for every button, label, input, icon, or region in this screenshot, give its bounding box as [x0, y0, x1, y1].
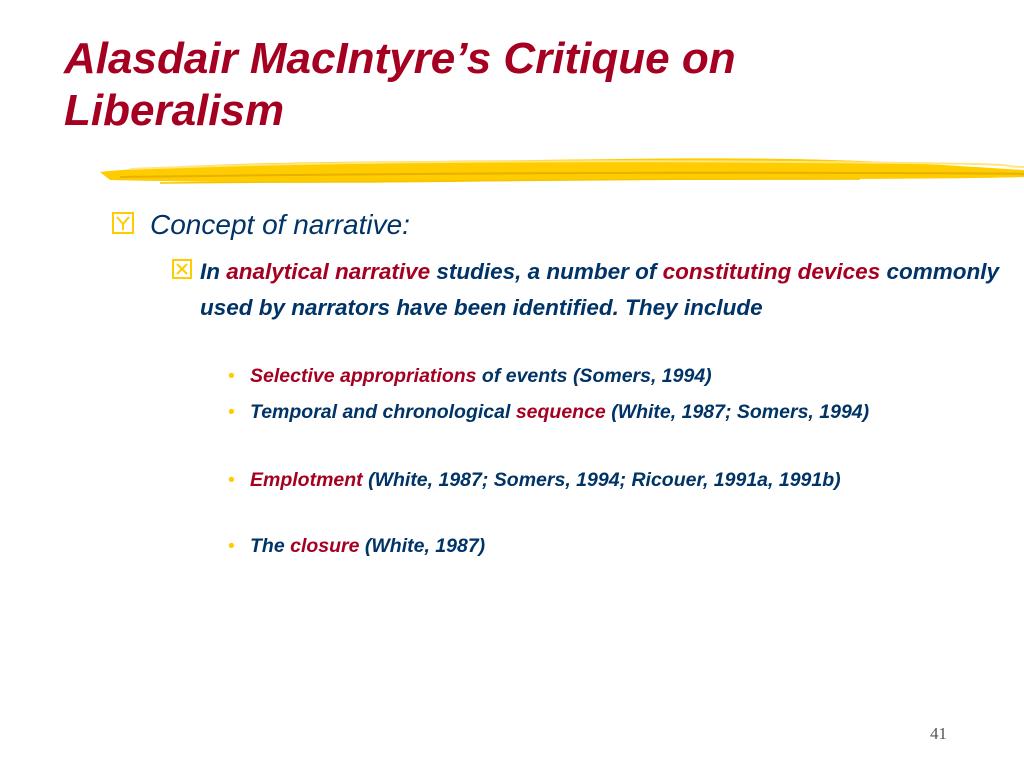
bullet-dot: • [228, 535, 235, 557]
level-2-text-a: In [200, 259, 227, 284]
bullet-level-1 [112, 208, 992, 242]
bullet-item [228, 530, 998, 562]
level-2-highlight-1: analytical narrative [226, 259, 431, 284]
checkbox-y-icon [112, 212, 134, 234]
bullet-item [228, 360, 998, 392]
bullet-4-text-b: (White, 1987) [359, 535, 486, 557]
level-2-highlight-2: constituting devices [662, 259, 881, 284]
bullet-4-text-a: The [250, 535, 291, 557]
slide-title [64, 33, 964, 137]
level-2-text-b: studies, a number of [430, 259, 663, 284]
bullet-1-highlight: Selective appropriations [250, 365, 477, 387]
bullet-dot: • [228, 365, 235, 387]
bullet-4-highlight: closure [290, 535, 360, 557]
bullet-dot: • [228, 401, 235, 423]
bullet-2-text-a: Temporal and chronological [250, 401, 516, 423]
page-number: 41 [930, 724, 947, 743]
bullet-item [228, 464, 998, 496]
bullet-3-highlight: Emplotment [250, 469, 363, 491]
checkbox-x-icon [172, 259, 192, 279]
bullet-1-text: of events (Somers, 1994) [476, 365, 712, 387]
bullet-level-2 [172, 254, 1002, 326]
title-line-2: Liberalism [64, 86, 285, 135]
title-underline-brush [100, 150, 1024, 190]
bullet-2-highlight: sequence [515, 401, 606, 423]
level-1-text: Concept of narrative: [150, 209, 410, 240]
level-2-text-c: commonly used by narrators have been identified. They include [200, 259, 999, 320]
bullet-3-text: (White, 1987; Somers, 1994; Ricouer, 1991a, 1991b) [362, 469, 841, 491]
bullet-dot: • [228, 469, 235, 491]
bullet-item [228, 396, 998, 428]
title-line-1: Alasdair MacIntyre’s Critique on [64, 34, 736, 83]
bullet-2-text-b: (White, 1987; Somers, 1994) [605, 401, 870, 423]
